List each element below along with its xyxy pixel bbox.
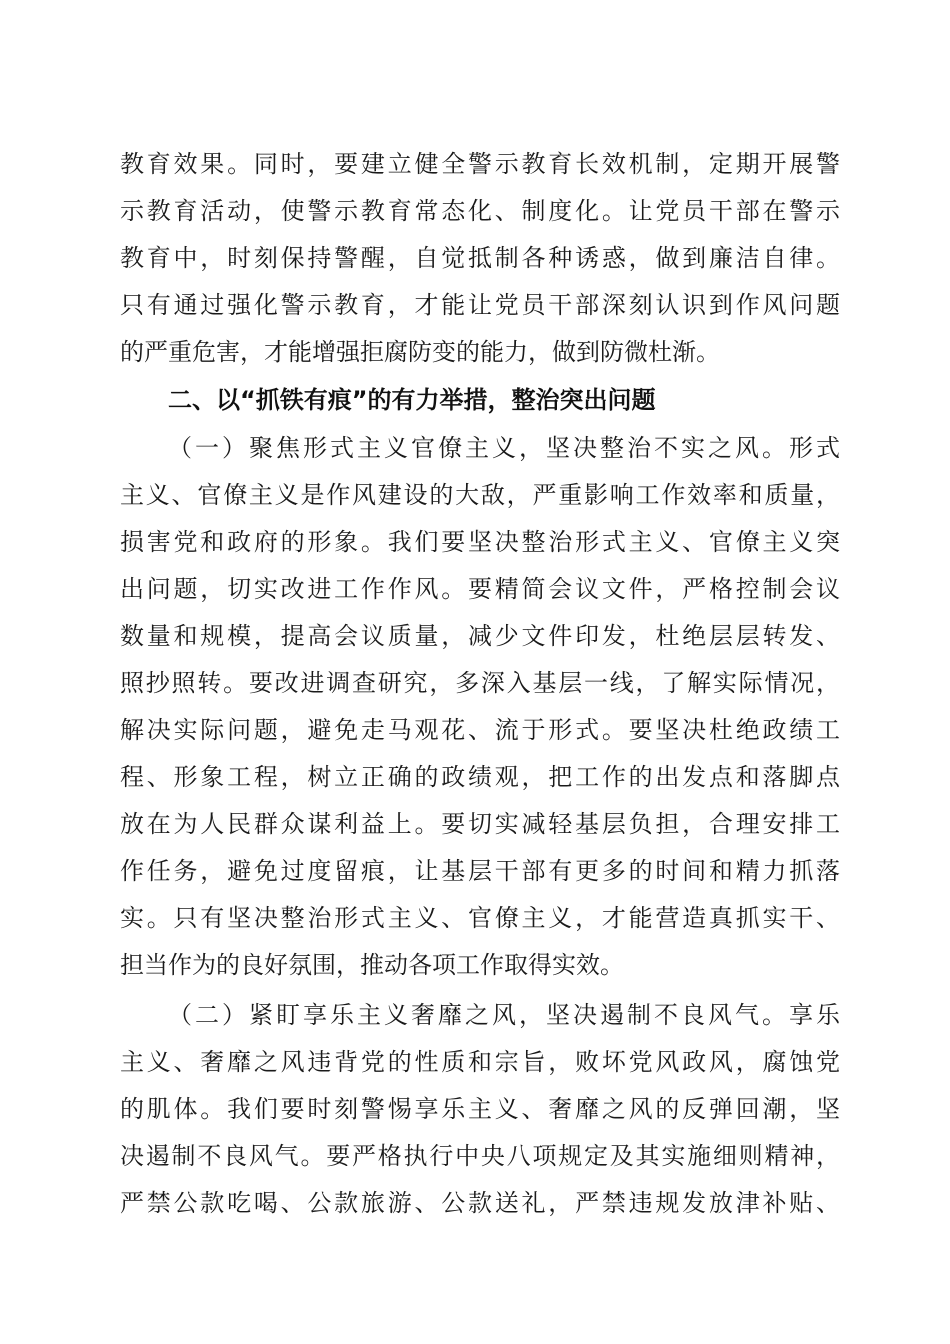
body-text-line: 程、形象工程，树立正确的政绩观，把工作的出发点和落脚点 (120, 763, 840, 791)
body-text-line: 示教育活动，使警示教育常态化、制度化。让党员干部在警示 (120, 197, 840, 225)
paragraph-first-line: （二）紧盯享乐主义奢靡之风，坚决遏制不良风气。享乐 (168, 1001, 840, 1029)
body-text-line: 损害党和政府的形象。我们要坚决整治形式主义、官僚主义突 (120, 528, 840, 556)
body-text-line: 实。只有坚决整治形式主义、官僚主义，才能营造真抓实干、 (120, 904, 840, 932)
body-text-line: 放在为人民群众谋利益上。要切实减轻基层负担，合理安排工 (120, 810, 840, 838)
body-text-line: 作任务，避免过度留痕，让基层干部有更多的时间和精力抓落 (120, 857, 840, 885)
body-text-line: 出问题，切实改进工作作风。要精简会议文件，严格控制会议 (120, 575, 840, 603)
body-text-line: 严禁公款吃喝、公款旅游、公款送礼，严禁违规发放津补贴、 (120, 1189, 840, 1217)
body-text-line: 数量和规模，提高会议质量，减少文件印发，杜绝层层转发、 (120, 622, 840, 650)
body-text-line: 决遏制不良风气。要严格执行中央八项规定及其实施细则精神， (120, 1142, 840, 1170)
paragraph-first-line: （一）聚焦形式主义官僚主义，坚决整治不实之风。形式 (168, 434, 840, 462)
body-text-line: 的肌体。我们要时刻警惕享乐主义、奢靡之风的反弹回潮，坚 (120, 1095, 840, 1123)
section-heading: 二、以“抓铁有痕”的有力举措，整治突出问题 (168, 386, 656, 414)
body-text-line: 照抄照转。要改进调查研究，多深入基层一线，了解实际情况， (120, 669, 840, 697)
body-text-line: 解决实际问题，避免走马观花、流于形式。要坚决杜绝政绩工 (120, 716, 840, 744)
body-text-line: 主义、奢靡之风违背党的性质和宗旨，败坏党风政风，腐蚀党 (120, 1048, 840, 1076)
body-text-line: 教育效果。同时，要建立健全警示教育长效机制，定期开展警 (120, 150, 840, 178)
body-text-line: 只有通过强化警示教育，才能让党员干部深刻认识到作风问题 (120, 291, 840, 319)
body-text-line: 的严重危害，才能增强拒腐防变的能力，做到防微杜渐。 (120, 338, 720, 366)
body-text-line: 主义、官僚主义是作风建设的大敌，严重影响工作效率和质量， (120, 481, 840, 509)
body-text-line: 教育中，时刻保持警醒，自觉抵制各种诱惑，做到廉洁自律。 (120, 244, 840, 272)
body-text-line: 担当作为的良好氛围，推动各项工作取得实效。 (120, 951, 624, 979)
